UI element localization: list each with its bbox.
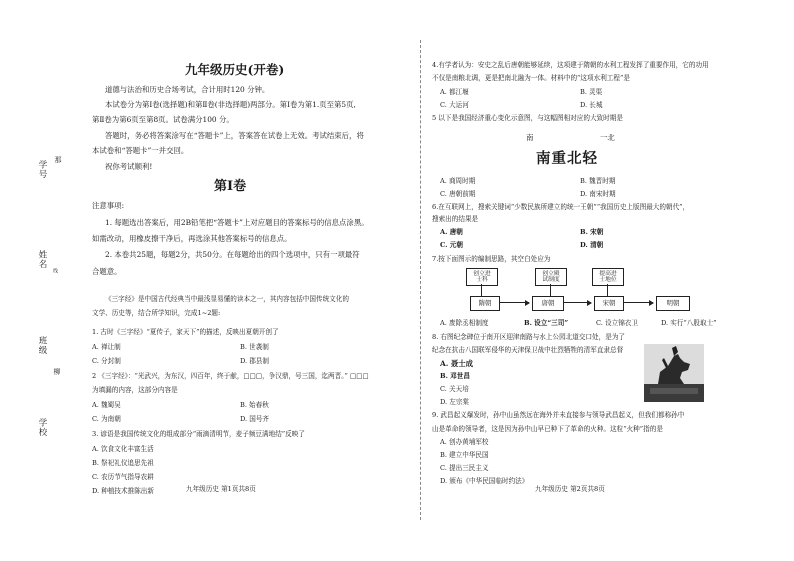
question-stem: 搜索出的结果是: [432, 215, 479, 223]
option-b: B. 始春秋: [240, 401, 269, 409]
option-a: A. 饮食文化丰富生活: [92, 445, 154, 453]
option-a: A. 聂士成: [440, 359, 474, 368]
question-stem: 山是革命的领导者，这是因为孙中山早已种下了革命的火种。这粒“火种”指的是: [432, 425, 663, 433]
intro-line: 道德与法治和历史合场考试，合计用时120 分钟。: [105, 85, 270, 94]
question-stem: 2 《三字经》：“光武兴，为东汉，四百年，终于献，□□□，争汉鼎，号三国，迄两晋。” □□□: [92, 372, 369, 380]
question-stem: 4.有学者认为：安史之乱后唐朝能够延续，这项建于隋朝的水利工程发挥了重要作用，它的功用: [432, 61, 709, 69]
question-stem: 1. 古时《三字经》“夏传子，家天下”的描述，反映出夏朝开创了: [92, 328, 279, 336]
option-c: C. 设立锦衣卫: [596, 319, 638, 327]
binding-label-class: 班级: [37, 336, 47, 355]
page-footer: 九年级历史 第1页共8页: [186, 485, 256, 493]
flow-arrow: [623, 302, 653, 303]
question-stem: 9. 武昌起义爆发时，孙中山虽然远在海外并未直接参与领导武昌起义，但我们都称孙中: [432, 411, 685, 419]
option-d: D. 左宗棠: [440, 398, 470, 406]
option-b: B. 世袭制: [240, 343, 269, 351]
figure-label-north: 一北: [600, 133, 615, 142]
option-b: B. 建立中华民国: [440, 451, 489, 459]
option-a: A. 商周时期: [440, 177, 476, 185]
intro-line: 本试卷分为第Ⅰ卷(选择题)和第Ⅱ卷(非选择题)两部分。第Ⅰ卷为第1.页至第5页,: [105, 100, 356, 109]
option-d: D. 实行“八股取士”: [661, 319, 717, 327]
binding-label-school: 学校: [37, 418, 47, 437]
option-c: C. 提出三民主义: [440, 464, 489, 472]
question-stem: 5 以下是我国经济重心变化示意图，与这幅图相对应的大致时期是: [432, 114, 623, 122]
option-d: D. 颁布《中华民国临时约法》: [440, 477, 529, 485]
option-c: C. 为南朝: [92, 415, 121, 423]
flow-connector: [550, 284, 551, 296]
option-b: B. 宋朝: [580, 228, 604, 236]
option-d: D. 清朝: [580, 241, 604, 249]
exam-title: 九年级历史(开卷): [185, 62, 285, 77]
option-a: A. 废除丞相制度: [440, 319, 489, 327]
notice-line: 1. 每题选出答案后，用2B铅笔把“答题卡”上对应题目的答案标号的信息点涂黑。: [105, 218, 369, 227]
page-fold-line: [420, 40, 421, 520]
option-c: C. 大运河: [440, 101, 469, 109]
option-d: D. 南宋时期: [580, 190, 616, 198]
intro-line: 第Ⅱ卷为第6页至第8页。试卷满分100 分。: [92, 115, 234, 124]
option-c: C. 唐朝前期: [440, 190, 476, 198]
flow-dynasty-box: 隋朝: [470, 296, 500, 311]
question-stem: 6.在互联网上，搜索关键词“少数民族所建立的统一王朝”“我国历史上版图最大的朝代”，: [432, 203, 690, 211]
option-a: A. 魏蜀吴: [92, 401, 121, 409]
intro-line: 答题时，务必将答案涂写在“答题卡”上，答案答在试卷上无效。考试结束后，将: [105, 131, 364, 140]
figure-label-south: 南: [526, 133, 534, 142]
passage-line: 《三字经》是中国古代经典当中最浅显易懂的读本之一，其内容包括中国传统文化的: [105, 295, 349, 303]
option-d: D. 种植技术推陈出新: [92, 487, 154, 495]
question-stem: 3. 谚语是我国传统文化的组成部分“雨滴清明节，麦子频豆满地结”反映了: [92, 430, 305, 438]
option-b: B. 魏晋时期: [580, 177, 616, 185]
notice-line: 2. 本卷共25题，每题2分，共50分。在每题给出的四个选项中，只有一项最符: [105, 250, 360, 259]
option-b: B. 灵渠: [580, 88, 603, 96]
flow-dynasty-box: 宋朝: [594, 296, 624, 311]
option-d: D. 长城: [580, 101, 603, 109]
option-c: C. 元朝: [440, 241, 463, 249]
flow-dynasty-box: 唐朝: [532, 296, 564, 311]
section-title: 第Ⅰ卷: [214, 179, 247, 194]
option-a: A. 唐朝: [440, 228, 463, 236]
binding-mark: 线: [52, 268, 58, 274]
option-c: C. 关天培: [440, 385, 469, 393]
option-a: A. 禅让制: [92, 343, 121, 351]
flow-dynasty-box: 明朝: [656, 296, 690, 311]
option-b: B. 祭祀礼仪追思先祖: [92, 459, 154, 467]
binding-label-name: 姓名: [37, 250, 47, 269]
intro-line: 本试卷和“答题卡”一并交回。: [92, 146, 189, 155]
figure-caption: 南重北轻: [536, 150, 598, 167]
flow-top-box: 创立殿 试制度: [535, 268, 567, 286]
page-footer: 九年级历史 第2页共8页: [535, 485, 605, 493]
question-stem: 8. 右图纪念碑位于南开区迎津南路与水上公园北道交口处，是为了: [432, 333, 626, 341]
notice-title: 注意事项:: [92, 201, 125, 210]
binding-mark: 那: [54, 156, 62, 164]
option-c: C. 农历节气指导农耕: [92, 473, 154, 481]
question-stem: 7.按下面图示的编制思路，其空白处应为: [432, 255, 551, 263]
binding-mark: 柳: [53, 368, 61, 376]
option-b: B. 设立“三司”: [524, 319, 569, 327]
flow-top-box: 提高进 士地位: [592, 268, 624, 286]
question-stem: 为填漏的内容，这部分内容是: [92, 386, 178, 394]
flow-connector: [481, 284, 482, 296]
passage-line: 文学、历史等，结合所学知识，完成1~2题:: [92, 309, 221, 317]
option-a: A. 都江堰: [440, 88, 469, 96]
option-a: A. 创办黄埔军校: [440, 438, 489, 446]
option-c: C. 分封制: [92, 357, 121, 365]
question-stem: 纪念在抗击八国联军侵华的天津保卫战中壮烈牺牲的清军直隶总督: [432, 346, 624, 354]
flow-top-box: 创立进 士科: [466, 268, 498, 286]
flow-connector: [607, 284, 608, 296]
notice-line: 合题意。: [92, 267, 122, 276]
option-d: D. 国号齐: [240, 415, 270, 423]
question-stem: 不仅是南粮北调，更是把南北融为一体。材料中的“这项水利工程”是: [432, 74, 630, 82]
option-b: B. 邓世昌: [440, 372, 470, 380]
notice-line: 如需改动，用橡皮擦干净后，再选涂其他答案标号的信息点。: [92, 234, 292, 243]
flow-arrow: [563, 302, 591, 303]
intro-line: 祝你考试顺利!: [105, 162, 153, 171]
flow-arrow: [499, 302, 529, 303]
monument-photo: [644, 344, 704, 402]
option-d: D. 郡县制: [240, 357, 270, 365]
binding-label-student-id: 学号: [37, 160, 47, 179]
